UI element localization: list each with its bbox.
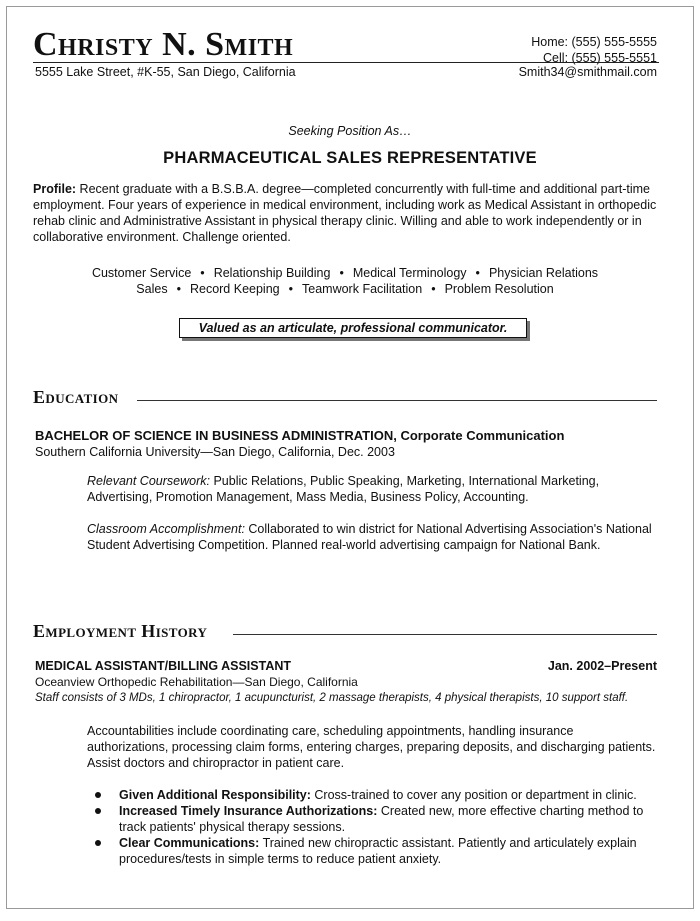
accomplishment-label: Classroom Accomplishment: bbox=[87, 522, 245, 536]
bullet-separator: • bbox=[475, 266, 480, 280]
target-position: PHARMACEUTICAL SALES REPRESENTATIVE bbox=[163, 149, 537, 167]
resume-page bbox=[6, 6, 694, 909]
employer-name: Oceanview Orthopedic Rehabilitation—San Diego, California bbox=[35, 675, 358, 689]
job-title: MEDICAL ASSISTANT/BILLING ASSISTANT bbox=[35, 659, 292, 673]
employment-heading-rule bbox=[233, 634, 657, 635]
education-heading: Education bbox=[33, 387, 119, 407]
bullet-label: Increased Timely Insurance Authorizations: bbox=[119, 804, 378, 818]
skills-row-1 bbox=[33, 265, 657, 281]
skill-item: Customer Service bbox=[91, 266, 192, 280]
bullet-text: Cross-trained to cover any position or department in clinic. bbox=[314, 788, 637, 802]
bullet-text: Trained new chiropractic assistant. Patiently and articulately explain procedures/tests in simple terms to reduce patient anxiety. bbox=[119, 836, 637, 866]
cell-phone: Cell: (555) 555-5551 bbox=[543, 51, 657, 65]
bullet-label: Given Additional Responsibility: bbox=[119, 788, 311, 802]
education-heading-rule bbox=[137, 400, 657, 401]
header-rule bbox=[33, 62, 659, 63]
degree-title: BACHELOR OF SCIENCE IN BUSINESS ADMINISTRATION, Corporate Communication bbox=[35, 428, 565, 443]
bullet-icon bbox=[95, 792, 101, 798]
job-dates: Jan. 2002–Present bbox=[547, 659, 657, 673]
school-name: Southern California University—San Diego, California, Dec. 2003 bbox=[35, 445, 395, 459]
bullet-separator: • bbox=[176, 282, 181, 296]
list-item bbox=[87, 787, 657, 803]
skill-item: Problem Resolution bbox=[444, 282, 554, 296]
tagline-box: Valued as an articulate, professional communicator. bbox=[179, 318, 527, 338]
profile-text: Recent graduate with a B.S.B.A. degree—completed concurrently with full-time and additional part-time employment. Four years of experience in medical environment, including work as Medical Assistant in orthopedic rehab clinic and Administrative Assistant in physical therapy clinic. Willing and able to work independently or in collaborative environment. Challenge oriented. bbox=[33, 182, 657, 244]
bullet-separator: • bbox=[431, 282, 436, 296]
seeking-label: Seeking Position As… bbox=[288, 124, 412, 138]
profile-paragraph bbox=[33, 181, 657, 245]
coursework-label: Relevant Coursework: bbox=[87, 474, 210, 488]
accountabilities-paragraph: Accountabilities include coordinating care, scheduling appointments, handling insurance authorizations, processing claim forms, entering charges, preparing deposits, and discharging patients. Assist doctors and chiropractor in patient care. bbox=[87, 724, 656, 770]
skill-item: Medical Terminology bbox=[352, 266, 467, 280]
accomplishment-paragraph bbox=[87, 521, 657, 553]
bullet-icon bbox=[95, 808, 101, 814]
skill-item: Physician Relations bbox=[488, 266, 599, 280]
achievement-list bbox=[87, 787, 657, 867]
accomplishment-text: Collaborated to win district for National Advertising Association's National Student Advertising Competition. Planned real-world advertising campaign for National Bank. bbox=[87, 522, 652, 552]
bullet-text: Created new, more effective charting method to track patients' physical therapy sessions. bbox=[119, 804, 644, 834]
bullet-label: Clear Communications: bbox=[119, 836, 260, 850]
skill-item: Relationship Building bbox=[213, 266, 331, 280]
bullet-icon bbox=[95, 840, 101, 846]
street-address: 5555 Lake Street, #K-55, San Diego, California bbox=[35, 65, 296, 79]
staff-description: Staff consists of 3 MDs, 1 chiropractor, 1 acupuncturist, 2 massage therapists, 4 physical therapists, 10 support staff. bbox=[35, 692, 629, 704]
bullet-separator: • bbox=[200, 266, 205, 280]
list-item bbox=[87, 835, 657, 867]
coursework-paragraph bbox=[87, 473, 657, 505]
profile-label: Profile: bbox=[33, 182, 77, 196]
home-phone: Home: (555) 555-5555 bbox=[531, 35, 657, 49]
employment-heading: Employment History bbox=[33, 621, 208, 641]
skill-item: Teamwork Facilitation bbox=[302, 282, 423, 296]
skill-item: Record Keeping bbox=[189, 282, 280, 296]
coursework-text: Public Relations, Public Speaking, Marketing, International Marketing, Advertising, Promotion Management, Mass Media, Business Policy, Accounting. bbox=[87, 474, 600, 504]
skills-row-2 bbox=[33, 281, 657, 297]
candidate-name: Christy N. Smith bbox=[33, 26, 294, 63]
bullet-separator: • bbox=[339, 266, 344, 280]
bullet-separator: • bbox=[288, 282, 294, 296]
skill-item: Sales bbox=[136, 282, 168, 296]
email-address: Smith34@smithmail.com bbox=[518, 65, 657, 79]
list-item bbox=[87, 803, 657, 835]
